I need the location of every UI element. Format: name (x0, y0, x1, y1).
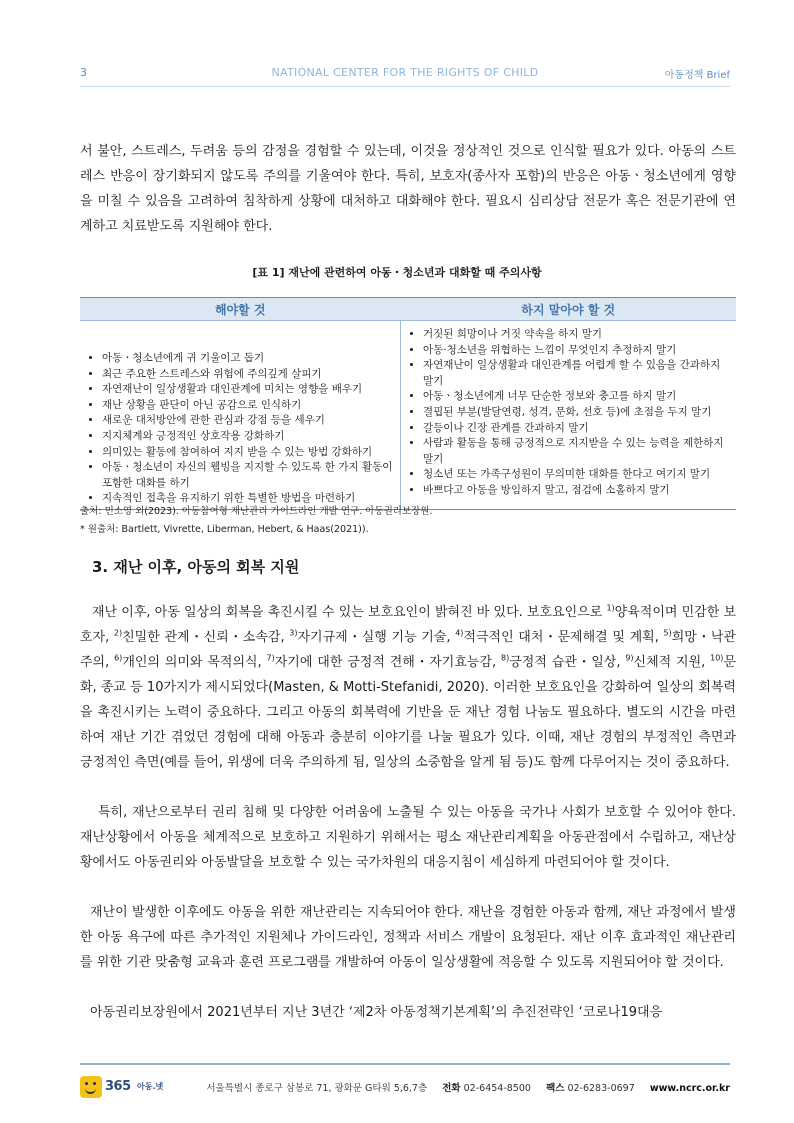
list-item: • 재난 상황을 판단이 아닌 공감으로 인식하기 (102, 398, 396, 414)
smiley-icon (80, 1076, 102, 1098)
factor-text: 문화, 종교 등 10가지가 제시되었다 (80, 655, 736, 695)
list-item: • 아동ㆍ청소년이 자신의 웰빙을 지지할 수 있도록 한 가지 활동이 포함한 대화를 하기 (102, 460, 396, 491)
list-item: • 지지체계와 긍정적인 상호작용 강화하기 (102, 429, 396, 445)
column-header-do: 해야할 것 (80, 298, 401, 321)
logo-subtext: 아동.넷 (137, 1082, 164, 1091)
list-item: • 아동ㆍ청소년에게 너무 단순한 정보와 충고를 하지 말기 (423, 389, 732, 405)
factor-number: 3) (289, 628, 298, 638)
management-paragraph: 재난이 발생한 이후에도 아동을 위한 재난관리는 지속되어야 한다. 재난을 경험한 아동과 함께, 재난 과정에서 발생한 아동 욕구에 따른 추가적인 지원체나 가이드라인, 정책과 서비스 개발이 요청된다. 재난 이후 효과적인 재난관리를 위한 기관 맞춤형 교육과 훈련 프로그램를 개발하여 아동이 일상생활에 적응할 수 있도록 지원되어야 할 것이다. (80, 905, 736, 970)
recovery-paragraph (80, 600, 736, 775)
intro-paragraph: 서 불안, 스트레스, 두려움 등의 감정을 경험할 수 있는데, 이것을 정상적인 것으로 인식할 필요가 있다. 아동의 스트레스 반응이 장기화되지 않도록 주의를 기울여야 한다. 특히, 보호자(종사자 포함)의 반응은 아동ㆍ청소년에게 영향을 미칠 수 있음을 고려하여 침착하게 상황에 대처하고 대화해야 한다. 필요시 심리상담 전문가 혹은 전문기관에 연계하고 치료받도록 지원해야 한다. (80, 144, 736, 234)
factor-number: 5) (663, 628, 672, 638)
list-item: • 의미있는 활동에 참여하여 지지 받을 수 있는 방법 강화하기 (102, 445, 396, 461)
caution-table (80, 297, 736, 510)
list-item: • 청소년 또는 가족구성원이 무의미한 대화를 한다고 여기지 말기 (423, 467, 732, 483)
list-item: • 자연재난이 일상생활과 대인관계를 어렵게 할 수 있음을 간과하지 말기 (423, 358, 732, 389)
site-logo[interactable] (80, 1076, 166, 1098)
header-divider (80, 86, 730, 87)
logo-text: 365 (105, 1079, 131, 1094)
list-item: • 바쁘다고 아동을 방임하지 말고, 점검에 소홀하지 말기 (423, 483, 732, 499)
fax-label: 팩스 (546, 1083, 565, 1094)
factor-number: 2) (113, 628, 123, 638)
header-title: NATIONAL CENTER FOR THE RIGHTS OF CHILD (271, 66, 539, 79)
factor-number: 10) (710, 653, 724, 663)
factor-text: 희망・낙관주의, (80, 630, 736, 670)
factor-text: 개인의 의미와 목적의식, (122, 655, 267, 670)
phone-label: 전화 (442, 1083, 461, 1094)
table-caption: [표 1] 재난에 관련하여 아동・청소년과 대화할 때 주의사항 (252, 266, 542, 279)
rights-paragraph: 특히, 재난으로부터 권리 침해 및 다양한 어려움에 노출될 수 있는 아동을 국가나 사회가 보호할 수 있어야 한다. 재난상황에서 아동을 체계적으로 보호하고 지원하기 위해서는 평소 재난관리계획을 아동관점에서 수립하고, 재난상황에서도 아동권리와 아동발달을 보호할 수 있는 국가차원의 대응지침이 세심하게 마련되어야 할 것이다. (80, 805, 736, 870)
closing-paragraph: 아동권리보장원에서 2021년부터 지난 3년간 ‘제2차 아동정책기본계획’의 추진전략인 ‘코로나19대응 (90, 1005, 663, 1020)
do-list (84, 351, 396, 507)
list-item: • 최근 주요한 스트레스와 위험에 주의깊게 살피기 (102, 367, 396, 383)
footer-address: 서울특별시 종로구 삼봉로 71, 광화문 G타워 5,6,7층 (206, 1083, 428, 1094)
footer-website[interactable]: www.ncrc.or.kr (649, 1083, 730, 1094)
list-item: • 자연재난이 일상생활과 대인관계에 미치는 영향을 배우기 (102, 382, 396, 398)
factor-text: 친밀한 관계・신뢰・소속감, (122, 630, 290, 645)
dont-cell (401, 321, 737, 510)
recovery-intro: 재난 이후, 아동 일상의 회복을 촉진시킬 수 있는 보호요인이 밝혀진 바 있다. 보호요인으로 (92, 605, 607, 620)
factor-number: 6) (114, 653, 123, 663)
factor-text: 적극적인 대처・문제해결 및 계획, (463, 630, 664, 645)
factor-text: 신체적 지원, (633, 655, 711, 670)
factor-text: 긍정적 습관・일상, (509, 655, 626, 670)
factor-text: 자기에 대한 긍정적 견해・자기효능감, (274, 655, 501, 670)
list-item: • 지속적인 접촉을 유지하기 위한 특별한 방법을 마련하기 (102, 491, 396, 507)
list-item: • 거짓된 희망이나 거짓 약속을 하지 말기 (423, 327, 732, 343)
table-original-source: * 원출처: Bartlett, Vivrette, Liberman, Hebert, & Haas(2021)). (80, 524, 369, 535)
section-heading: 3. 재난 이후, 아동의 회복 지원 (92, 558, 300, 576)
list-item: • 갈등이나 긴장 관계를 간과하지 말기 (423, 421, 732, 437)
page-number: 3 (80, 66, 87, 79)
list-item: • 결핍된 부분(발달연령, 성격, 문화, 선호 등)에 초점을 두지 말기 (423, 405, 732, 421)
factor-number: 1) (606, 603, 615, 613)
column-header-dont: 하지 말아야 할 것 (401, 298, 737, 321)
list-item: • 아동·청소년을 위협하는 느낌이 무엇인지 추정하지 말기 (423, 343, 732, 359)
table-source: 출처: 민소영 외(2023). 아동참여형 재난관리 가이드라인 개발 연구. 아동권리보장원. (80, 506, 433, 517)
factor-text: 자기규제・실행 기능 기술, (297, 630, 456, 645)
list-item: • 아동ㆍ청소년에게 귀 기울이고 돕기 (102, 351, 396, 367)
factor-number: 8) (500, 653, 510, 663)
factor-text: 양육적이며 민감한 보호자, (80, 605, 736, 645)
page-header (80, 60, 730, 84)
dont-list (405, 327, 732, 499)
header-brand: 아동정책 Brief (664, 70, 730, 81)
list-item: • 새로운 대처방안에 관한 관심과 강점 등을 세우기 (102, 413, 396, 429)
do-cell (80, 321, 401, 510)
footer-phone: 02-6454-8500 (463, 1083, 531, 1094)
list-item: • 사람과 활동을 통해 긍정적으로 지지받을 수 있는 능력을 제한하지 말기 (423, 436, 732, 467)
footer-contact (206, 1080, 730, 1094)
footer-fax: 02-6283-0697 (567, 1083, 635, 1094)
footer-divider (80, 1063, 730, 1065)
factor-number: 4) (455, 628, 464, 638)
recovery-rest: (Masten, & Motti-Stefanidi, 2020). 이러한 보호요인을 강화하여 일상의 회복력을 촉진시키는 노력이 중요하다. 그리고 아동의 회복력에 기반을 둔 재난 경험 나눔도 필요하다. 별도의 시간을 마련하여 재난 기간 겪었던 경험에 대해 아동과 충분히 이야기를 나눌 필요가 있다. 이때, 재난 경험의 부정적인 측면과 긍정적인 측면(예를 들어, 위생에 더욱 주의하게 됨, 일상의 소중함을 알게 됨 등)도 함께 다루어지는 것이 중요하다. (80, 680, 736, 770)
factor-number: 7) (266, 653, 275, 663)
factor-number: 9) (625, 653, 634, 663)
